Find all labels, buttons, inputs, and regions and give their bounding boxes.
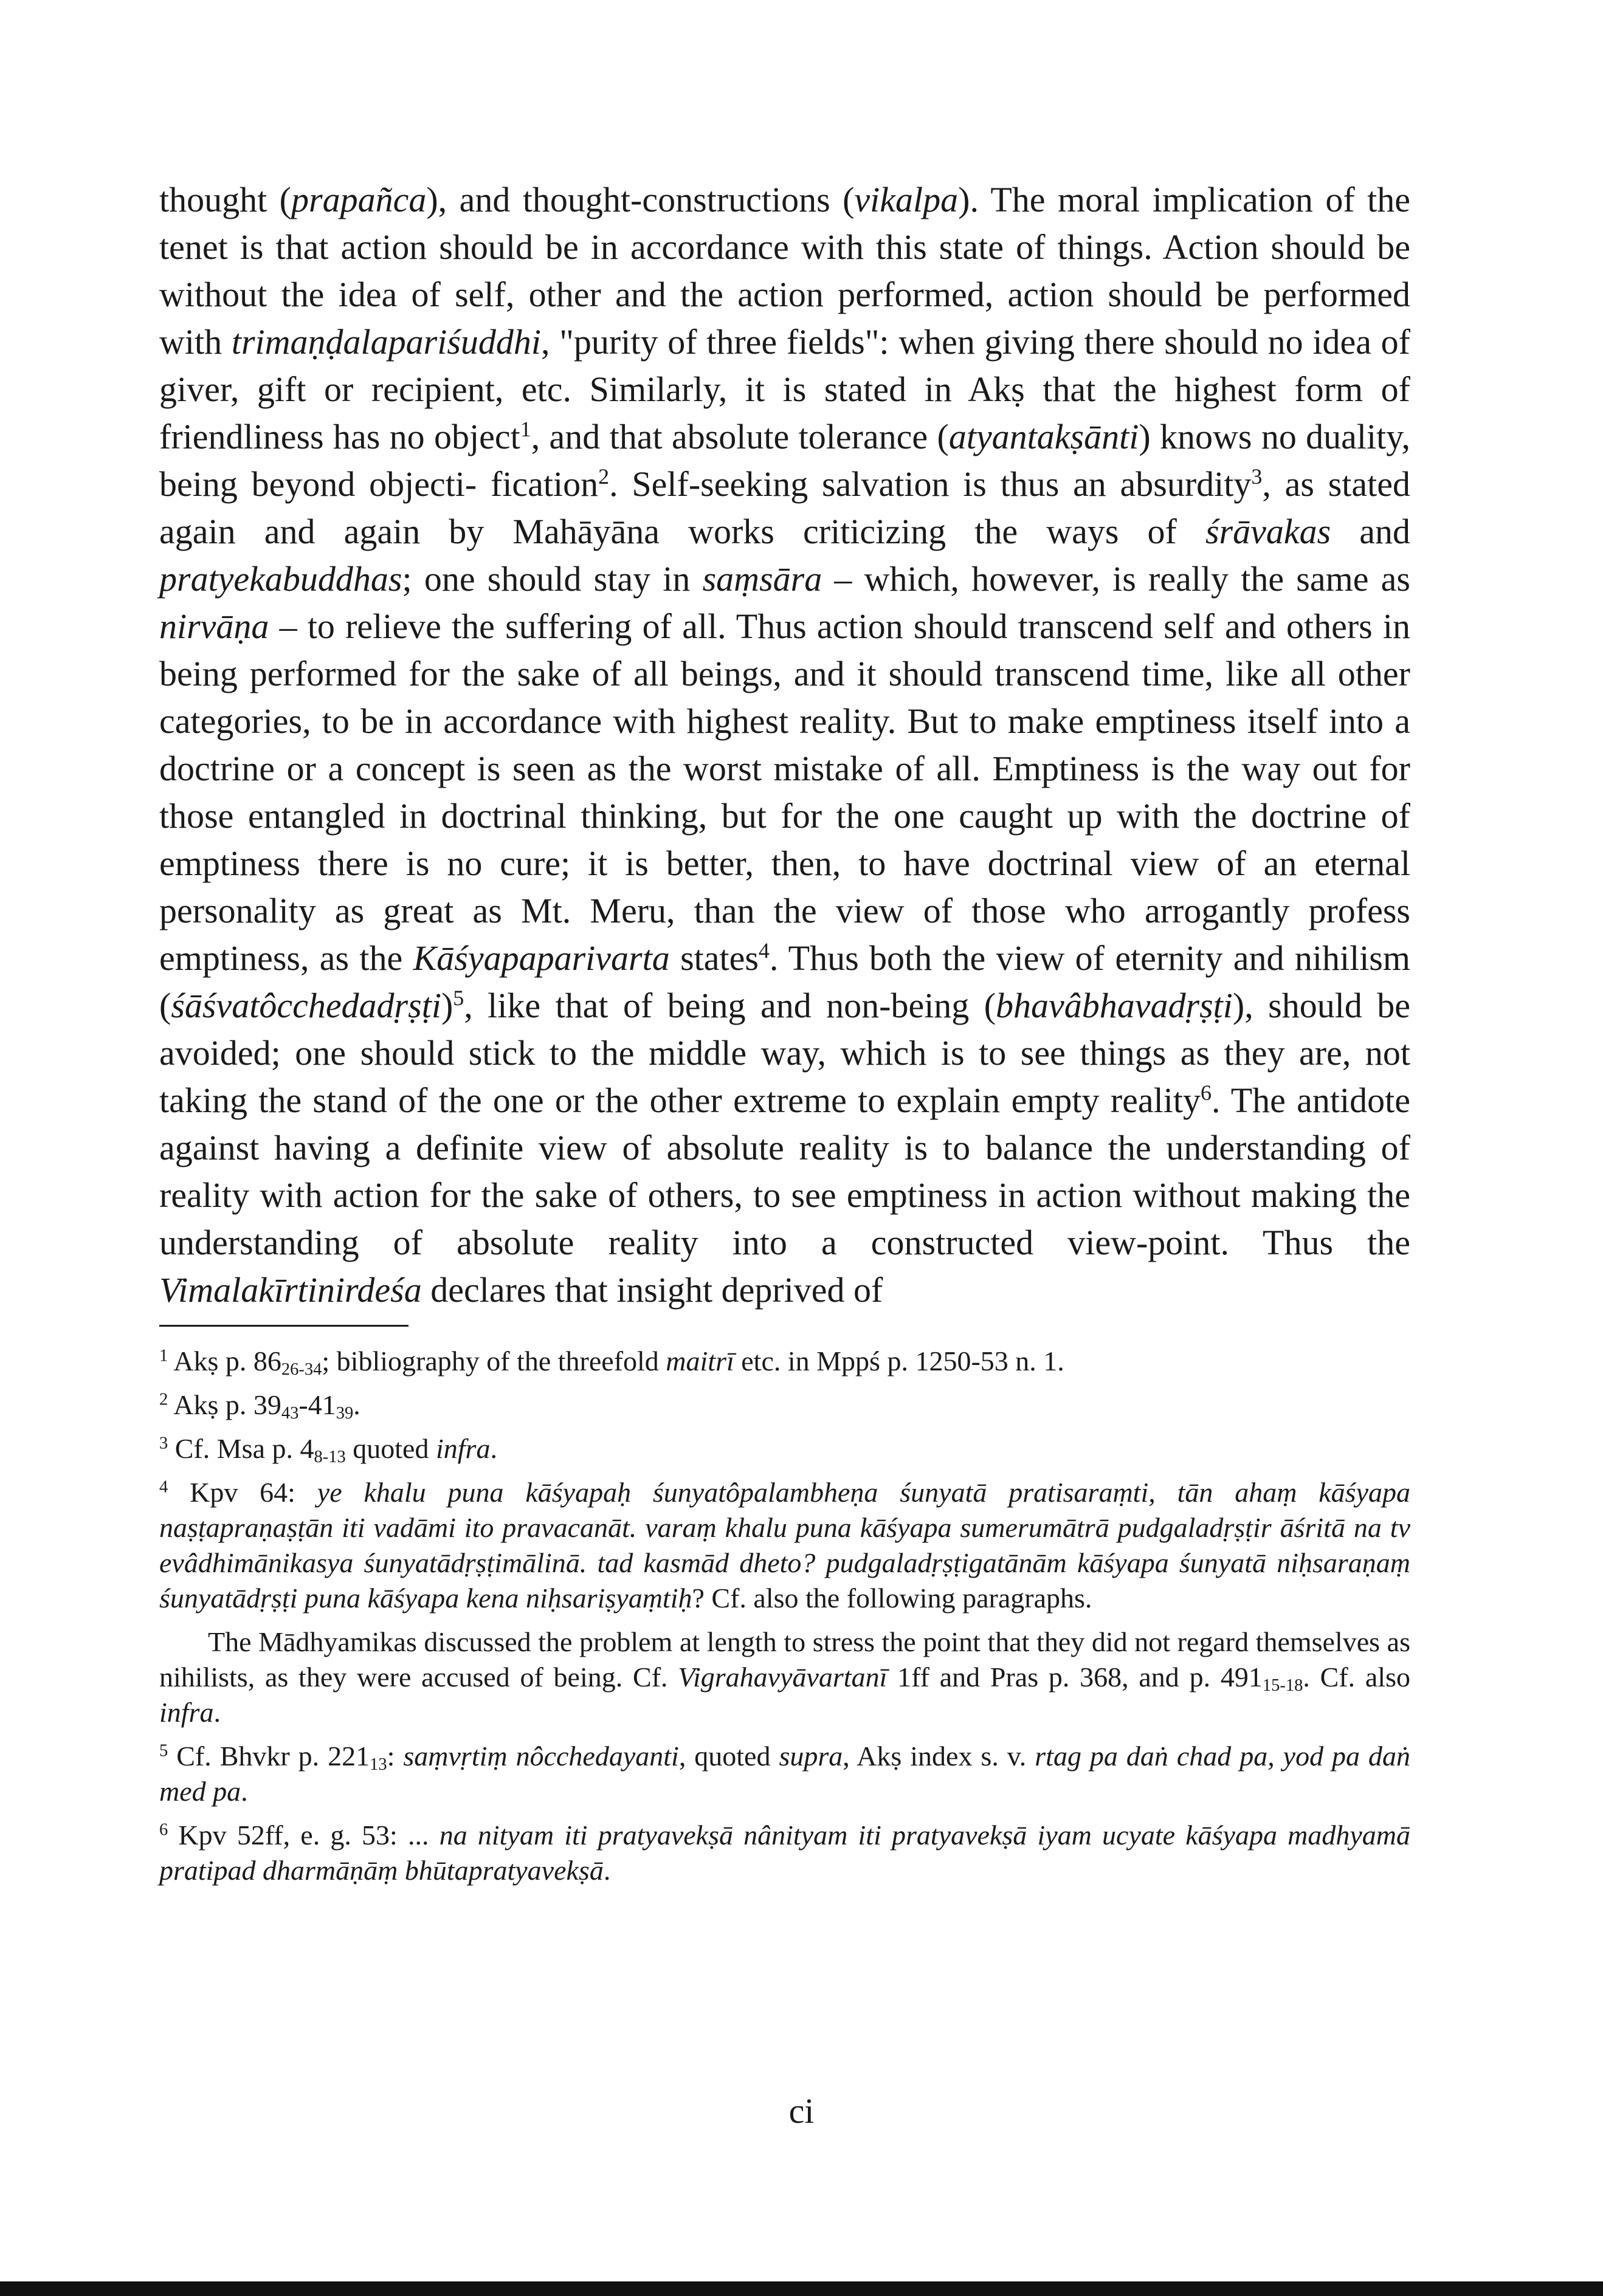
text-line: Action should be without the idea of self, other and the action performed, — [159, 227, 1410, 314]
text-line: view of those who arrogantly profess emptiness, as the Kāśyapaparivarta — [159, 891, 1410, 978]
text-line: antidote against having a definite view of absolute reality is to balance the — [159, 1081, 1410, 1167]
text-line: one caught up with the doctrine of emptiness there is no cure; it is better, then, — [159, 796, 1410, 883]
footnote: $^4$ Kpv 64: ye khalu puna kāśyapaḥ śunyatôpalambheṇa śunyatā pratisaraṃti, tān ahaṃ kāśyapa naṣṭapraṇaṣṭān iti vadāmi ito pravacanāt. varaṃ khalu puna kāśyapa sumerumātrā pudgaladṛṣṭir āśritā na tv evâdhimānikasya śunyatādṛṣṭimālinā. tad kasmād dheto? pudgaladṛṣṭigatānām kāśyapa śunyatā niḥsaraṇaṃ śunyatādṛṣṭi puna kāśyapa kena niḥsariṣyaṃtiḥ? Cf. also the following paragraphs. — [159, 1477, 1410, 1614]
text-line: fication$^2$. Self-seeking salvation is thus an absurdity$^3$, as stated again and — [159, 464, 1411, 551]
text-line: should stick to the middle way, which is to see things as they are, not taking — [159, 1033, 1410, 1120]
footnote: $^5$ Cf. Bhvkr p. $221_{13}$: saṃvṛtiṃ nôcchedayanti, quoted supra, Akṣ index s. v. rtag pa daṅ chad pa, yod pa daṅ med pa. — [159, 1741, 1411, 1807]
footnotes — [159, 1344, 1410, 1888]
text-line: stated in Akṣ that the highest form of friendliness has no object$^1$, and that — [159, 369, 1410, 456]
text-line: action should be performed with trimaṇḍalapariśuddhi, "purity of three fields": — [159, 275, 1411, 362]
text-line: one should stay in saṃsāra – which, however, is really the same as nirvāṇa – — [159, 559, 1410, 646]
page-number: ci — [788, 2091, 815, 2131]
footnote: $^2$ Akṣ p. $39_{43}-41_{39}$. — [159, 1389, 360, 1423]
main-text — [159, 176, 1410, 1314]
scan-edge — [0, 2281, 1603, 2296]
text-line: absolute tolerance (atyantakṣānti) knows no duality, being beyond objecti- — [159, 417, 1411, 504]
footnote-separator — [159, 1325, 409, 1327]
text-line: the stand of the one or the other extreme to explain empty reality$^6$. The — [258, 1081, 1297, 1120]
text-line: states$^4$. Thus both the view of eternity and nihilism (śāśvatôcchedadṛṣṭi)$^5$, — [159, 938, 1410, 1025]
text-line: emptiness itself into a doctrine or a concept is seen as the worst mistake of all. — [159, 701, 1410, 788]
text-line: like that of being and non-being (bhavâbhavadṛṣṭi), should be avoided; one — [159, 986, 1410, 1073]
text-line: of the tenet is that action should be in accordance with this state of things. — [159, 180, 1411, 267]
footnote: $^3$ Cf. Msa p. $4_{8-13}$ quoted infra. — [159, 1433, 497, 1467]
text-line: Emptiness is the way out for those entangled in doctrinal thinking, but for the — [159, 749, 1410, 836]
footnote: $^6$ Kpv 52ff, e. g. 53: ... na nityam iti pratyavekṣā nânityam iti pratyavekṣā iyam ucyate kāśyapa madhyamā pratipad dharmāṇāṃ bhūtapratyavekṣā. — [159, 1820, 1410, 1886]
page-content — [159, 176, 1410, 1897]
text-line: view-point. Thus the Vimalakīrtinirdeśa declares that insight deprived of — [159, 1223, 1410, 1310]
text-line: when giving there should no idea of giver, gift or recipient, etc. Similarly, it is — [159, 322, 1410, 409]
text-line: being performed for the sake of all beings, and it should transcend time, like — [159, 654, 1291, 693]
footnote: $^1$ Akṣ p. $86_{26-34}$; bibliography of the threefold maitrī etc. in Mppś p. 1250-53 n. 1. — [159, 1346, 1064, 1380]
text-line: thought (prapañca), and thought-constructions (vikalpa). The moral implication — [159, 180, 1326, 219]
text-line: all other categories, to be in accordance with highest reality. But to make — [159, 654, 1410, 741]
text-line: to relieve the suffering of all. Thus action should transcend self and others in — [307, 607, 1411, 646]
text-line: to have doctrinal view of an eternal personality as great as Mt. Meru, than the — [159, 844, 1411, 930]
text-line: action without making the understanding of absolute reality into a constructed — [159, 1175, 1410, 1262]
footnote: The Mādhyamikas discussed the problem at length to stress the point that they did not regard themselves as nihilists, as they were accused of being. Cf. Vigrahavyāvartanī 1ff and Pras p. 368, and p. $491_{15-18}$. Cf. also infra. — [159, 1626, 1410, 1728]
text-line: understanding of reality with action for the sake of others, to see emptiness in — [159, 1128, 1410, 1215]
text-line: again by Mahāyāna works criticizing the ways of śrāvakas and pratyekabuddhas; — [159, 512, 1411, 599]
